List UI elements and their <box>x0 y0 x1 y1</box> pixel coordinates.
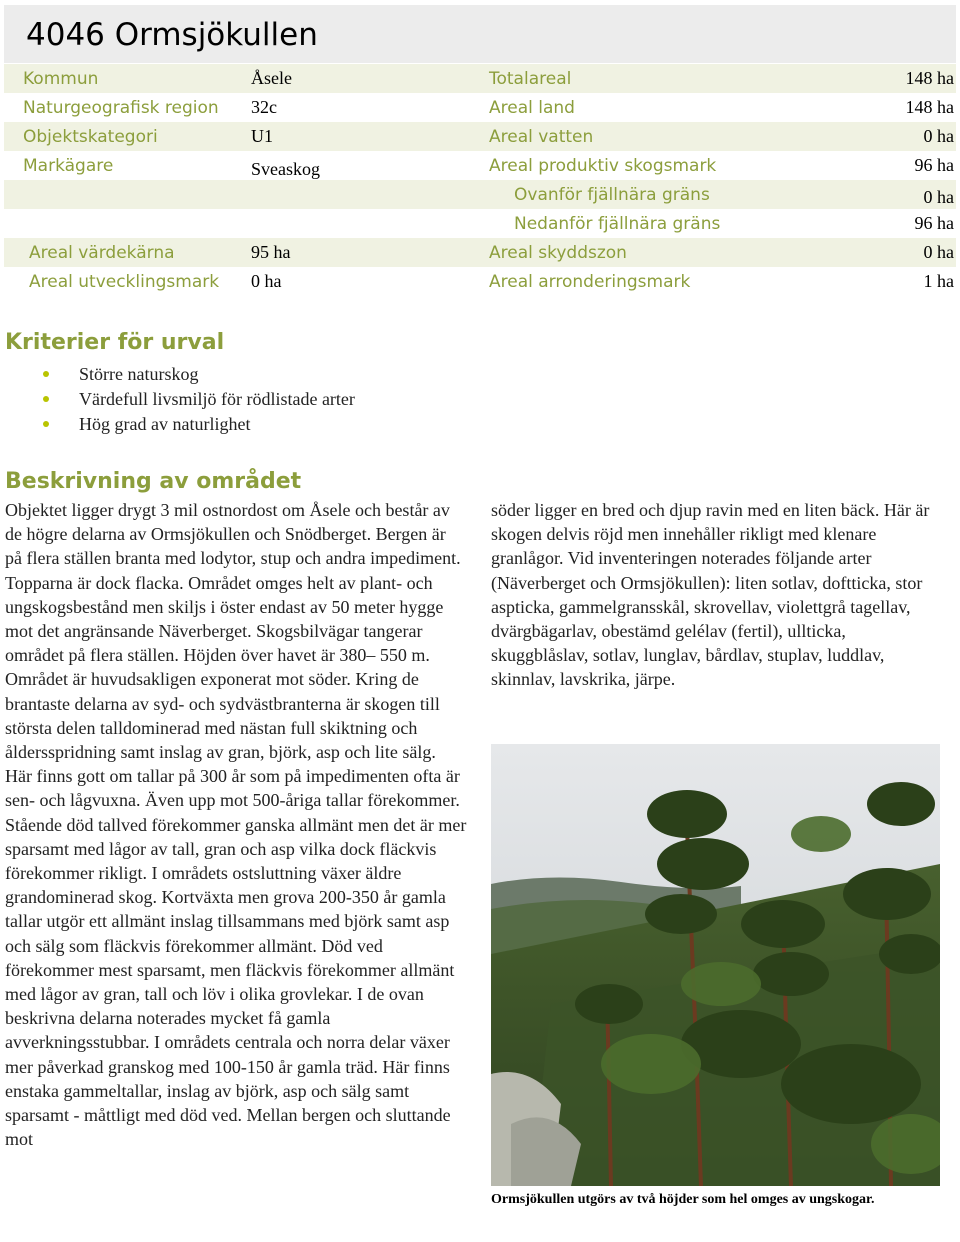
description-heading: Beskrivning av området <box>5 469 302 494</box>
page-title: 4046 Ormsjökullen <box>26 17 318 53</box>
fact-value-totalareal: 148 ha <box>905 68 954 88</box>
forest-photo <box>491 744 940 1186</box>
fact-row <box>4 238 956 267</box>
fact-label-totalareal: Totalareal <box>489 69 572 89</box>
fact-value-kategori: U1 <box>251 126 273 146</box>
fact-label-markagare: Markägare <box>23 156 114 176</box>
fact-row <box>4 93 956 122</box>
bullet-icon <box>43 421 49 427</box>
fact-label-vardekarna: Areal värdekärna <box>29 243 175 263</box>
fact-value-arrondering: 1 ha <box>923 271 954 291</box>
fact-value-vardekarna: 95 ha <box>251 242 291 262</box>
fact-label-produktiv: Areal produktiv skogsmark <box>489 156 717 176</box>
fact-row <box>4 122 956 151</box>
fact-value-nedanfor: 96 ha <box>914 213 954 233</box>
fact-row <box>4 64 956 93</box>
fact-value-land: 148 ha <box>905 97 954 117</box>
fact-label-nedanfor: Nedanför fjällnära gräns <box>514 214 721 234</box>
fact-label-region: Naturgeografisk region <box>23 98 219 118</box>
fact-value-produktiv: 96 ha <box>914 155 954 175</box>
fact-value-region: 32c <box>251 97 277 117</box>
criteria-heading: Kriterier för urval <box>5 330 225 355</box>
fact-value-ovanfor: 0 ha <box>923 187 954 207</box>
fact-label-arrondering: Areal arronderingsmark <box>489 272 691 292</box>
fact-label-vatten: Areal vatten <box>489 127 594 147</box>
list-item <box>0 412 355 437</box>
fact-row <box>4 151 956 180</box>
fact-label-ovanfor: Ovanför fjällnära gräns <box>514 185 710 205</box>
description-text-left: Objektet ligger drygt 3 mil ostnordost om Åsele och består av de högre delarna av Ormsjökullen och Snödberget. Bergen är på flera ställen branta med lodytor, stup och andra impediment. Topparna är dock flacka. Området omges helt av plant- och ungskogsbestånd men skiljs i öster endast av 50 meter hygge mot det angränsande Näverberget. Skogsbilvägar tangerar området på flera ställen. Höjden över havet är 380– 550 m. Området är huvudsakligen exponerat mot söder. Kring de brantaste delarna av syd- och sydvästbranterna är skogen till största delen talldominerad med nästan full skiktning och åldersspridning samt inslag av gran, björk, asp och lite sälg. Här finns gott om tallar på 300 år som på impedimenten ofta är sen- och lågvuxna. Även upp mot 500-åriga tallar förekommer. Stående död tallved förekommer ganska allmänt men det är mer sparsamt med lågor av tall, gran och asp vilka dock fläckvis förekommer rikligt. I områdets ostsluttning växer äldre grandominerad skog. Kortväxta men grova 200-350 år gamla tallar utgör ett allmänt inslag tillsammans med björk samt asp och sälg som fläckvis förekommer allmänt. Död ved förekommer mest sparsamt, men fläckvis förekommer allmänt med lågor av gran, tall och löv i olika grovlekar. I de ovan beskrivna delarna noterades mycket få gamla avverkningsstubbar. I områdets centrala och norra delar växer mer påverkad granskog med 100-150 år gamla träd. Här finns enstaka gammeltallar, inslag av björk, asp och sälg samt sparsamt - måttligt med död ved. Mellan bergen och sluttande mot <box>5 500 467 1150</box>
fact-value-vatten: 0 ha <box>923 126 954 146</box>
bullet-icon <box>43 396 49 402</box>
description-text-right: söder ligger en bred och djup ravin med en liten bäck. Här är skogen delvis röjd men innehåller rikligt med klenare granlågor. Vid inventeringen noterades följande arter (Näverberget och Ormsjökullen): liten sotlav, doftticka, stor aspticka, gammelgransskål, skrovellav, violettgrå tagellav, dvärgbägarlav, obestämd gelélav (fertil), ullticka, skuggblåslav, sotlav, lunglav, bårdlav, stuplav, luddlav, skinnlav, lavskrika, järpe. <box>491 500 930 690</box>
fact-label-utvecklingsmark: Areal utvecklingsmark <box>29 272 220 292</box>
list-item <box>0 362 355 387</box>
photo-caption: Ormsjökullen utgörs av två höjder som hel omges av ungskogar. <box>491 1192 875 1207</box>
fact-value-utvecklingsmark: 0 ha <box>251 271 282 291</box>
fact-row <box>4 180 956 209</box>
fact-value-skyddszon: 0 ha <box>923 242 954 262</box>
criteria-item-label: Hög grad av naturlighet <box>79 414 251 434</box>
fact-label-kategori: Objektskategori <box>23 127 158 147</box>
criteria-item-label: Värdefull livsmiljö för rödlistade arter <box>79 389 355 409</box>
fact-row <box>4 209 956 238</box>
fact-row <box>4 267 956 296</box>
bullet-icon <box>43 371 49 377</box>
fact-value-kommun: Åsele <box>251 68 292 88</box>
title-bar <box>4 5 956 63</box>
list-item <box>0 387 355 412</box>
fact-value-markagare: Sveaskog <box>251 159 320 179</box>
fact-label-kommun: Kommun <box>23 69 99 89</box>
fact-label-skyddszon: Areal skyddszon <box>489 243 627 263</box>
criteria-list <box>0 362 355 437</box>
criteria-item-label: Större naturskog <box>79 364 199 384</box>
fact-label-land: Areal land <box>489 98 575 118</box>
